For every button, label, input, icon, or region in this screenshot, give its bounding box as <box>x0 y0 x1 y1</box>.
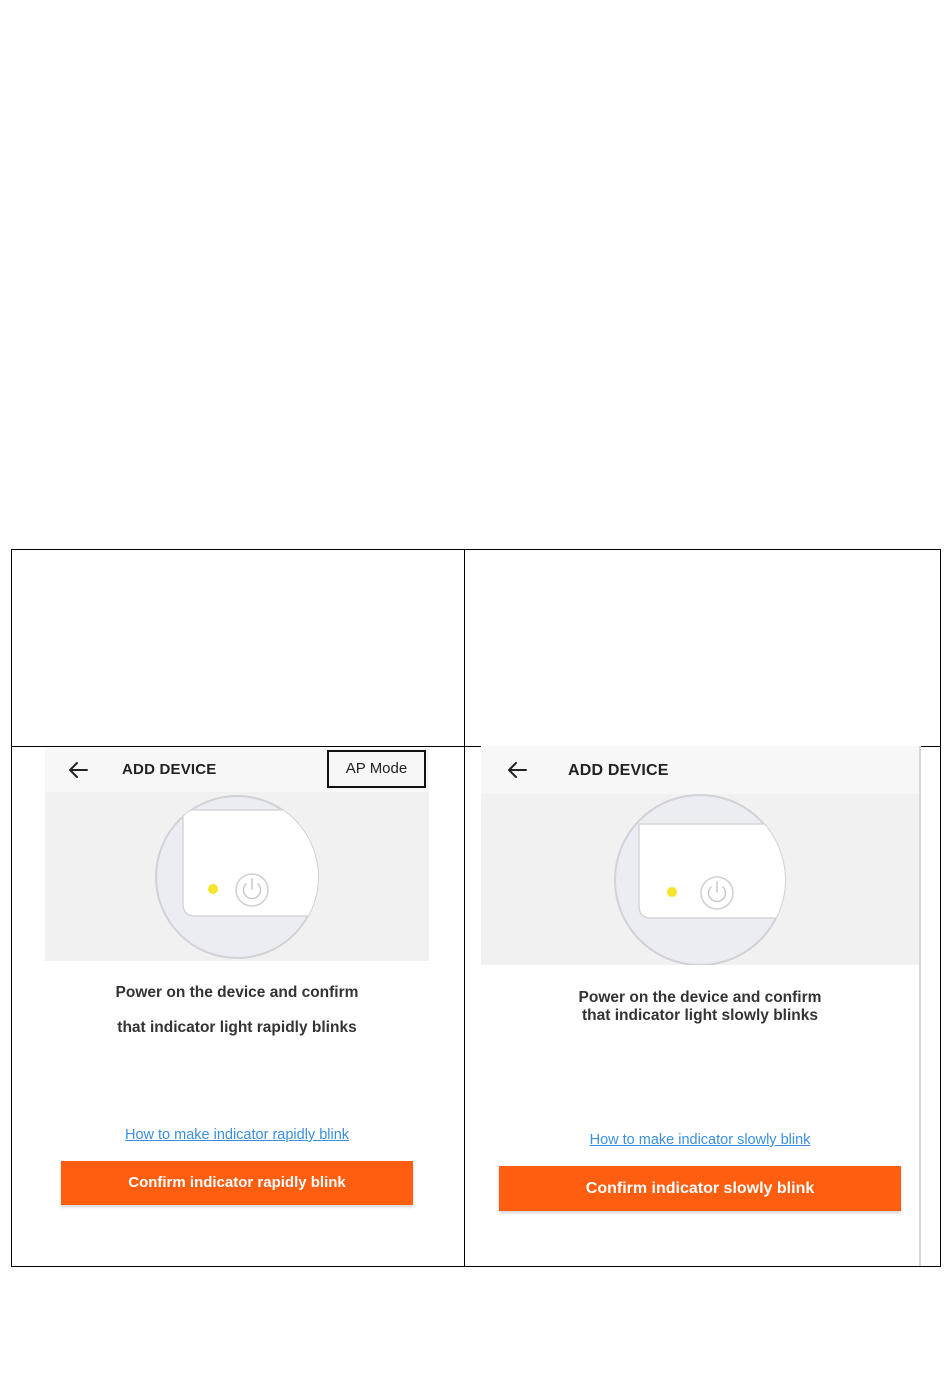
device-illustration <box>481 794 919 965</box>
confirm-slow-blink-button[interactable]: Confirm indicator slowly blink <box>499 1166 901 1211</box>
page-title: ADD DEVICE <box>122 761 217 778</box>
top-bar <box>481 746 919 794</box>
instruction-line-1: Power on the device and confirm <box>115 984 359 1001</box>
indicator-light <box>208 884 218 894</box>
confirm-rapid-blink-button[interactable]: Confirm indicator rapidly blink <box>61 1161 413 1205</box>
table-column-divider <box>464 550 465 1266</box>
instruction-text <box>45 984 429 1037</box>
help-link-rapid-blink[interactable]: How to make indicator rapidly blink <box>124 1127 350 1143</box>
help-link-slow-blink[interactable]: How to make indicator slowly blink <box>589 1132 811 1148</box>
top-bar <box>45 748 429 792</box>
page-title: ADD DEVICE <box>568 762 669 779</box>
arrow-left-icon[interactable] <box>67 760 89 780</box>
indicator-light <box>667 887 677 897</box>
instruction-line-2: that indicator light rapidly blinks <box>117 1019 357 1036</box>
right-phone-screen <box>481 746 921 1266</box>
device-illustration <box>45 792 429 961</box>
left-phone-screen <box>45 748 429 1264</box>
arrow-left-icon[interactable] <box>506 760 528 780</box>
instruction-text <box>481 989 919 1025</box>
instruction-line-1: Power on the device and confirm <box>578 989 822 1006</box>
ap-mode-button[interactable]: AP Mode <box>327 750 426 788</box>
instruction-line-2: that indicator light slowly blinks <box>582 1007 818 1024</box>
